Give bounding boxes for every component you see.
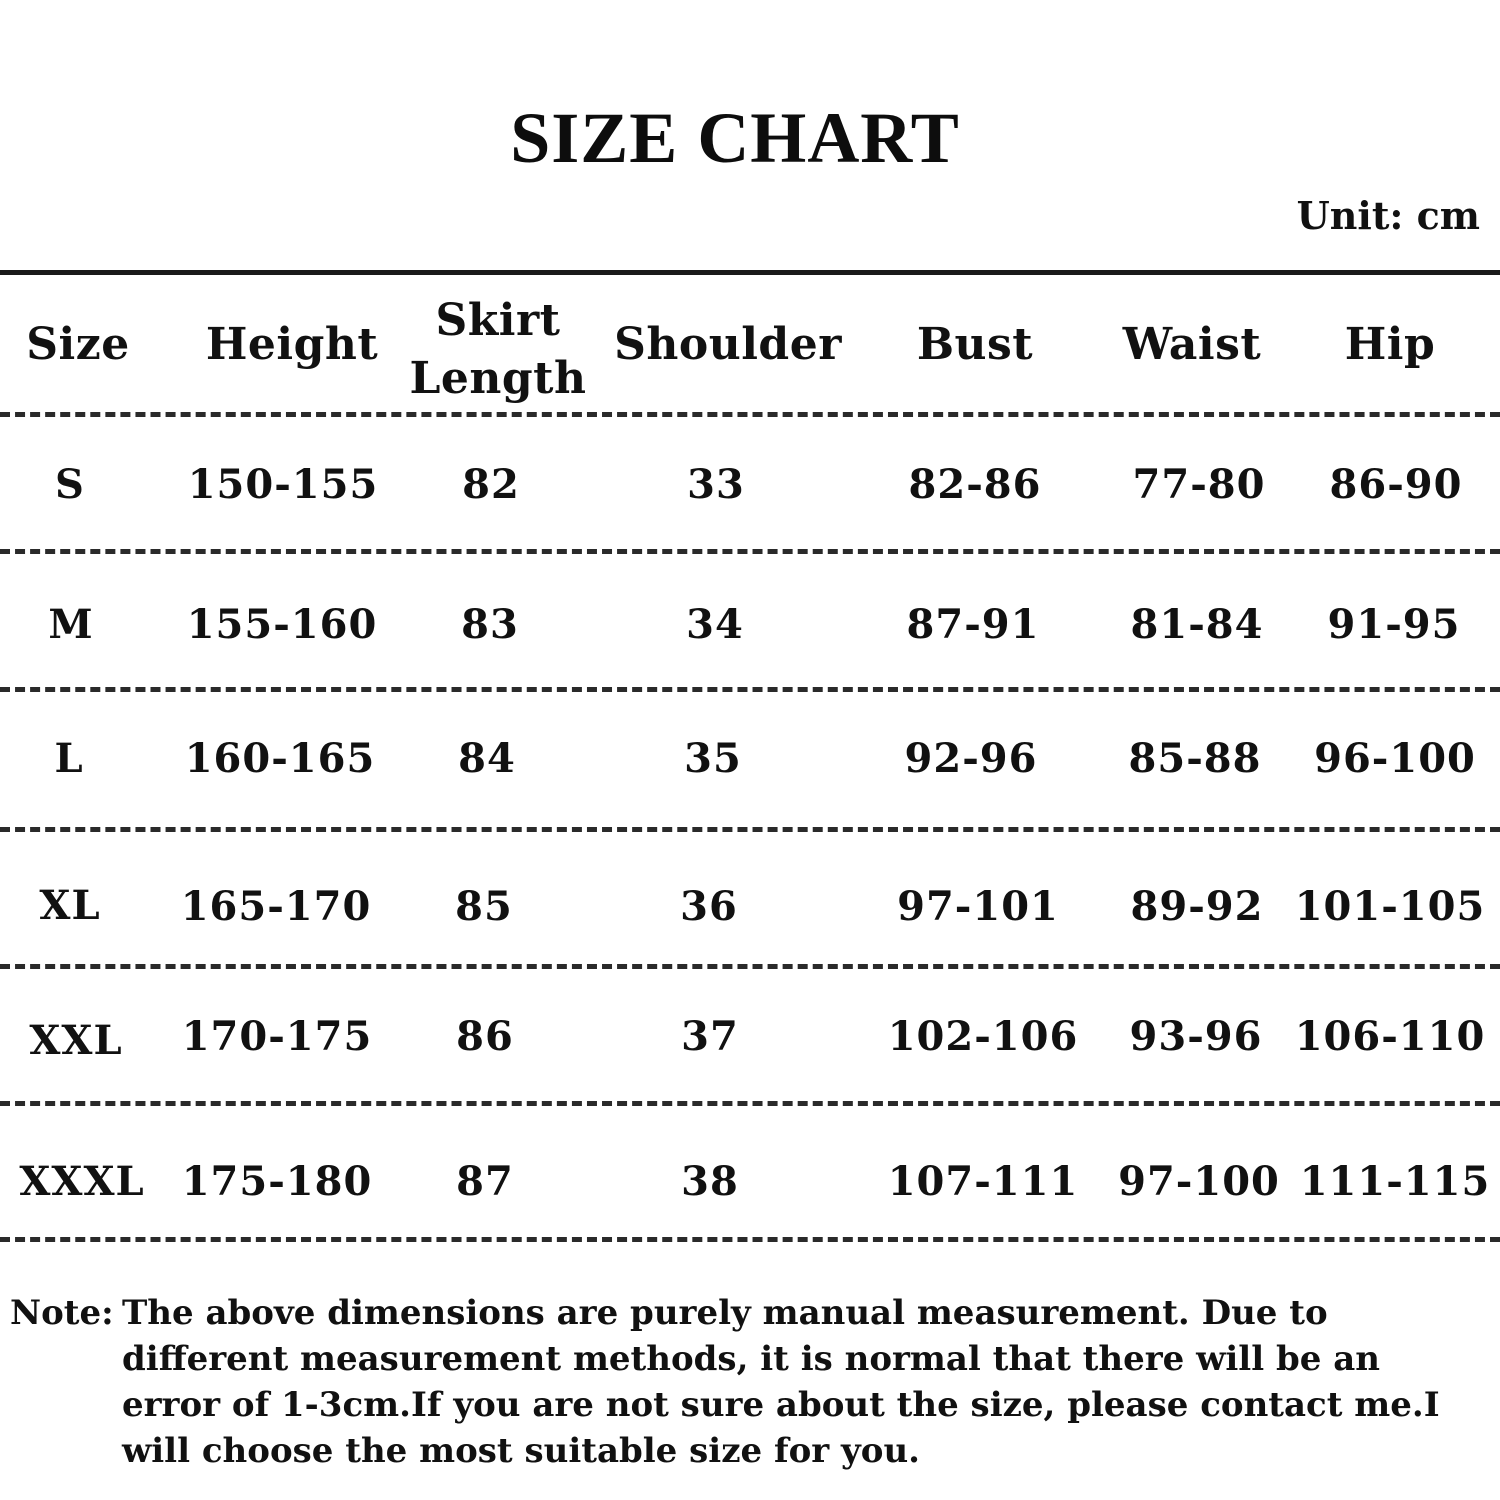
header-height: Height: [205, 319, 379, 370]
note-label: Note:: [10, 1293, 114, 1333]
cell-skirt-length: 86: [456, 1013, 514, 1060]
cell-size: M: [48, 601, 94, 648]
cell-skirt-length: 82: [462, 461, 520, 508]
row-divider: [0, 964, 1500, 969]
cell-hip: 96-100: [1314, 735, 1476, 782]
row-divider: [0, 687, 1500, 692]
cell-size: S: [55, 461, 85, 508]
cell-hip: 91-95: [1327, 601, 1461, 648]
cell-skirt-length: 87: [456, 1158, 514, 1205]
cell-hip: 111-115: [1299, 1158, 1491, 1205]
cell-skirt-length: 84: [458, 735, 516, 782]
cell-waist: 97-100: [1118, 1158, 1280, 1205]
header-divider: [0, 270, 1500, 275]
row-divider: [0, 549, 1500, 554]
row-divider: [0, 1237, 1500, 1242]
cell-size: XXL: [29, 1017, 123, 1064]
cell-waist: 81-84: [1130, 601, 1264, 648]
cell-height: 175-180: [181, 1158, 373, 1205]
unit-label: Unit: cm: [1296, 193, 1480, 238]
cell-height: 160-165: [184, 735, 376, 782]
header-skirt-length: Skirt Length: [409, 295, 587, 404]
cell-bust: 102-106: [887, 1013, 1079, 1060]
cell-waist: 93-96: [1129, 1013, 1263, 1060]
cell-height: 155-160: [186, 601, 378, 648]
cell-skirt-length: 83: [461, 601, 519, 648]
row-divider: [0, 827, 1500, 832]
cell-shoulder: 34: [686, 601, 744, 648]
cell-waist: 85-88: [1128, 735, 1262, 782]
cell-shoulder: 38: [681, 1158, 739, 1205]
row-divider: [0, 1101, 1500, 1106]
header-size: Size: [26, 319, 130, 370]
cell-shoulder: 37: [681, 1013, 739, 1060]
row-divider: [0, 412, 1500, 417]
cell-waist: 77-80: [1132, 461, 1266, 508]
cell-size: L: [54, 735, 84, 782]
header-waist: Waist: [1122, 319, 1262, 370]
cell-skirt-length: 85: [455, 883, 513, 930]
cell-shoulder: 33: [687, 461, 745, 508]
measurement-note: [10, 1290, 1480, 1474]
page-title: SIZE CHART: [510, 98, 960, 178]
header-bust: Bust: [916, 319, 1034, 370]
cell-bust: 92-96: [904, 735, 1038, 782]
cell-bust: 87-91: [906, 601, 1040, 648]
cell-height: 170-175: [181, 1013, 373, 1060]
cell-shoulder: 35: [684, 735, 742, 782]
cell-hip: 86-90: [1329, 461, 1463, 508]
cell-bust: 97-101: [897, 883, 1059, 930]
cell-hip: 106-110: [1294, 1013, 1486, 1060]
note-text: The above dimensions are purely manual measurement. Due to different measurement methods, it is normal that there will be an error of 1-3cm.If you are not sure about the size, please contact me.I will choose the most suitable size for you.: [122, 1293, 1440, 1471]
cell-waist: 89-92: [1130, 883, 1264, 930]
header-shoulder: Shoulder: [614, 319, 842, 370]
cell-hip: 101-105: [1294, 883, 1486, 930]
cell-bust: 107-111: [887, 1158, 1079, 1205]
cell-size: XXXL: [19, 1158, 145, 1205]
cell-shoulder: 36: [680, 883, 738, 930]
cell-size: XL: [39, 882, 101, 929]
cell-bust: 82-86: [908, 461, 1042, 508]
cell-height: 150-155: [187, 461, 379, 508]
cell-height: 165-170: [180, 883, 372, 930]
header-hip: Hip: [1344, 319, 1436, 370]
